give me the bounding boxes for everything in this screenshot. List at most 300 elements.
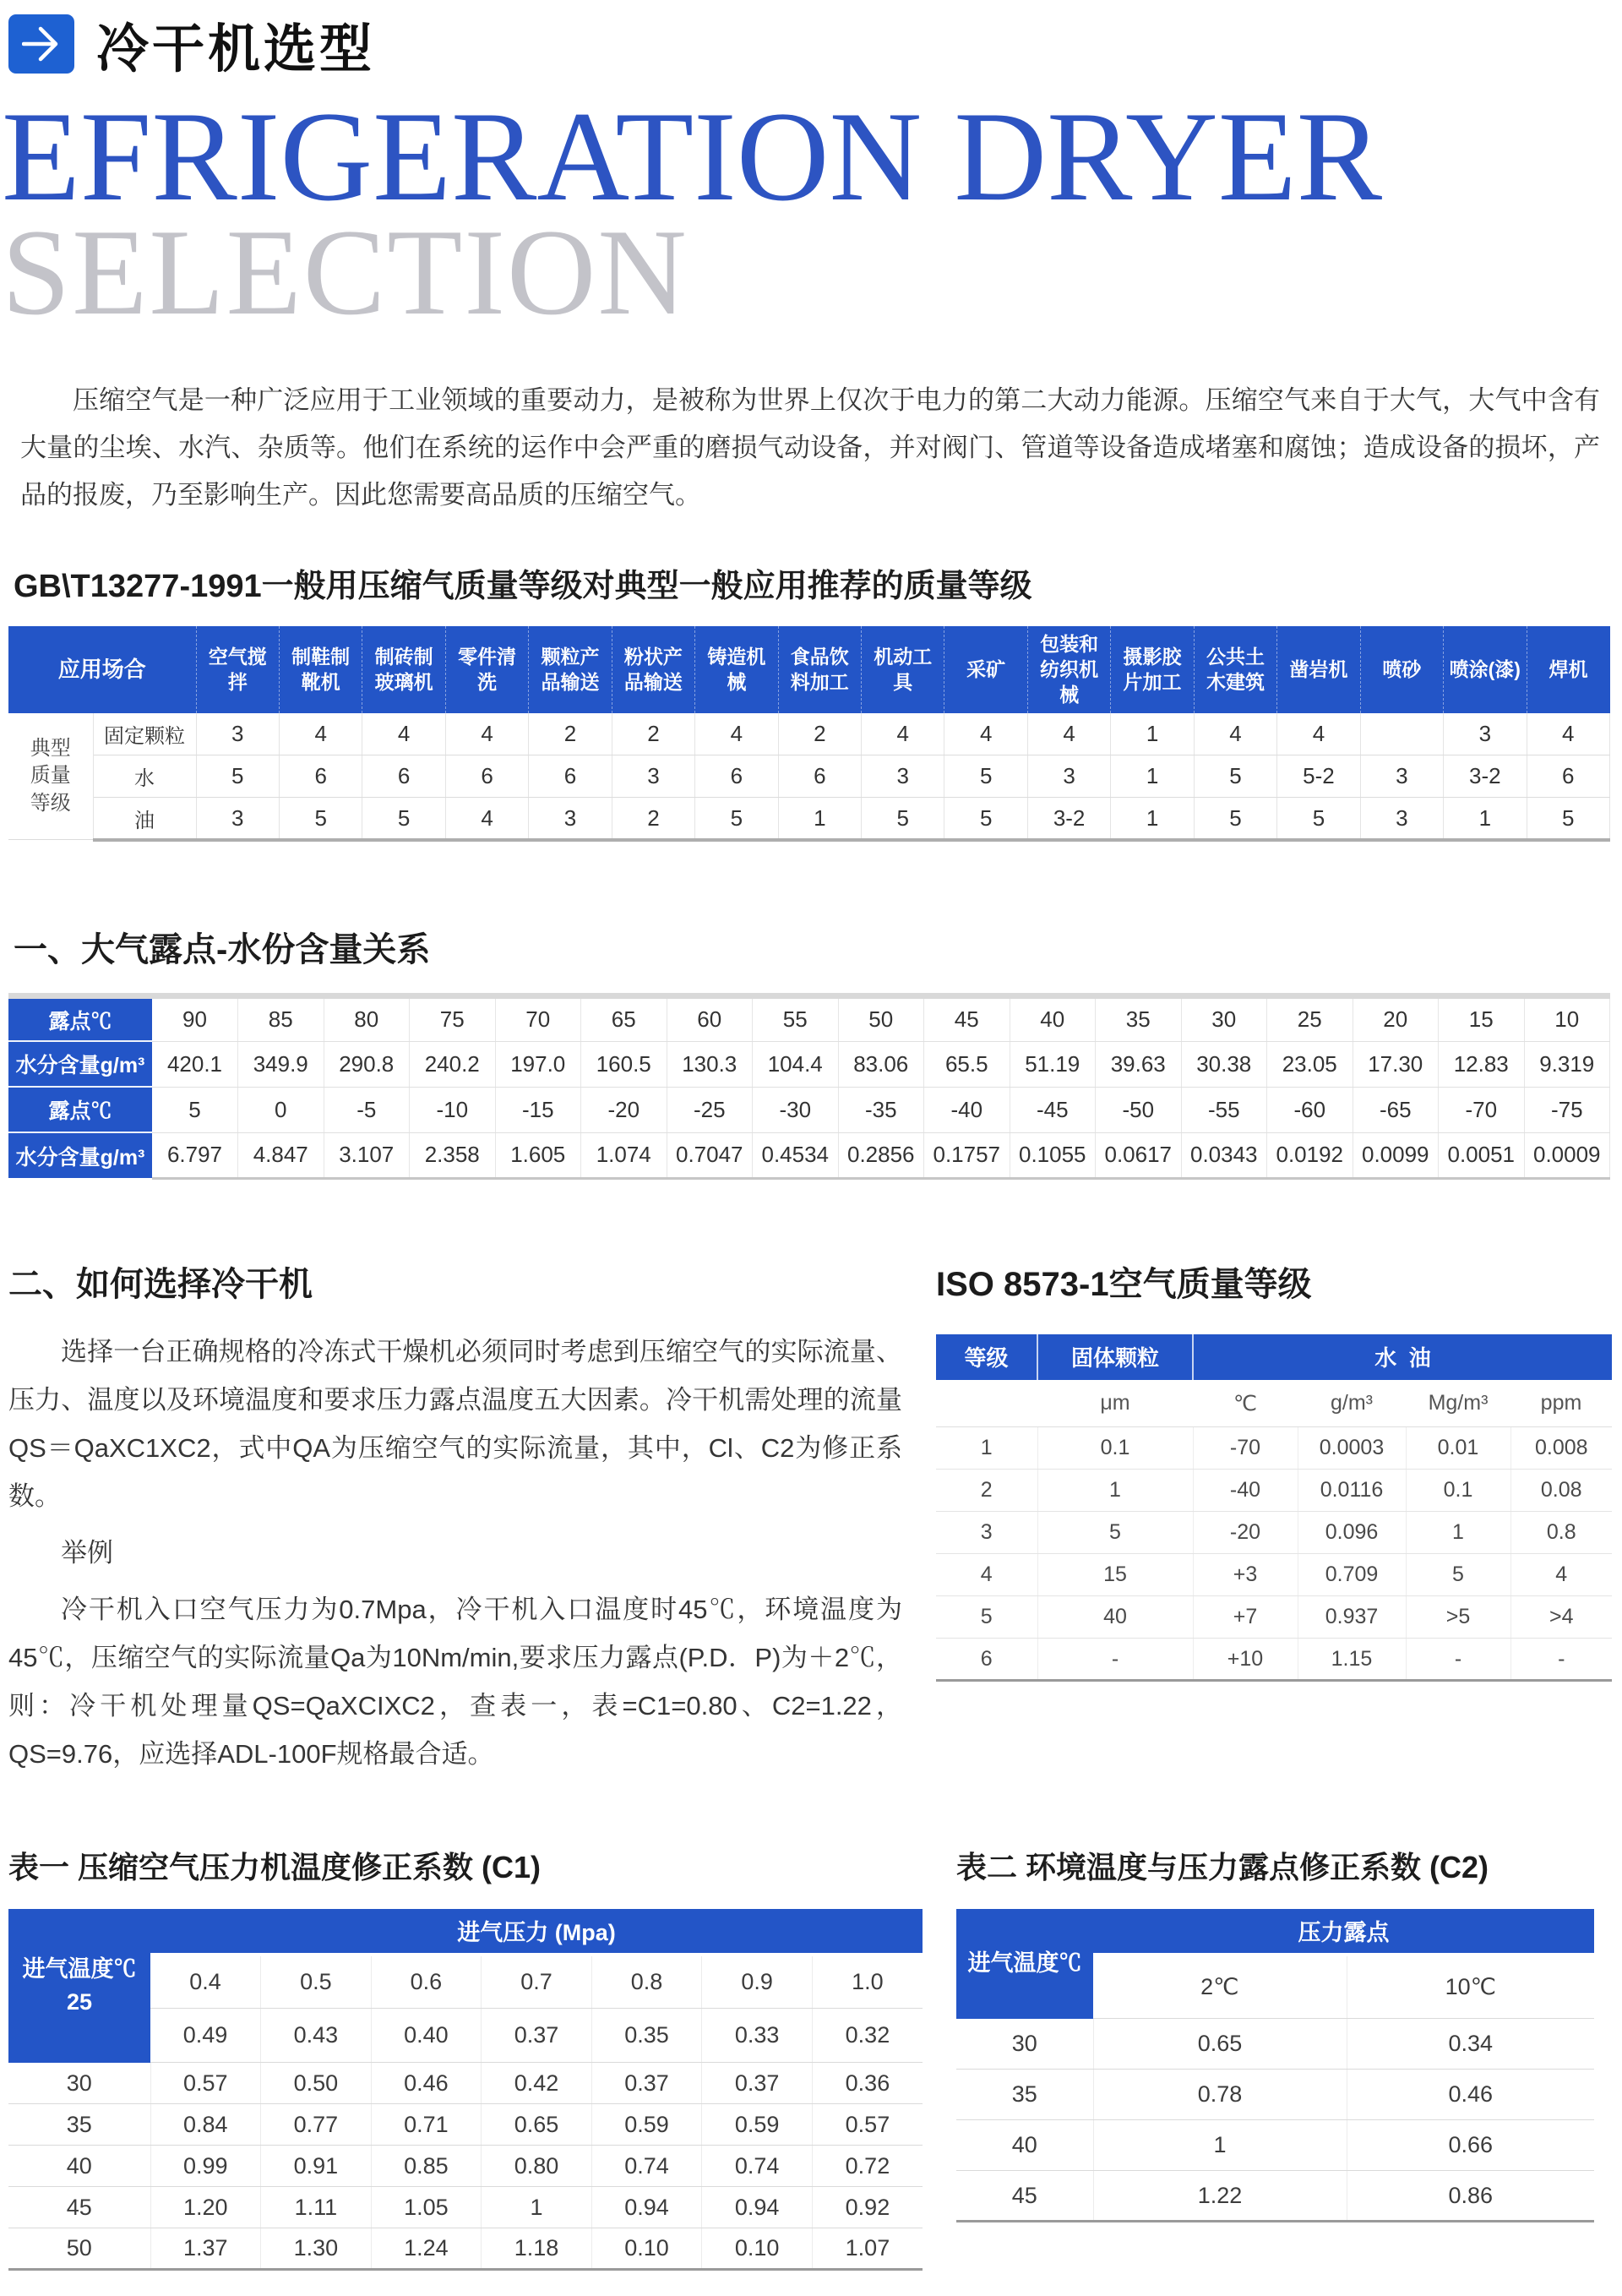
- gb-column-header: 机动工具: [862, 626, 944, 713]
- gb-value-cell: 3: [196, 713, 279, 755]
- gb-data-row: [8, 755, 1610, 798]
- section1-title: 一、大气露点-水份含量关系: [14, 930, 431, 968]
- gb-value-cell: 2: [778, 713, 861, 755]
- iso-value-cell: 5: [1406, 1554, 1510, 1596]
- dew-value-cell: 23.05: [1267, 1041, 1353, 1087]
- dew-value-cell: 50: [838, 995, 924, 1041]
- gb-value-cell: 4: [362, 713, 445, 755]
- c1-value-cell: 0.43: [261, 2009, 372, 2063]
- gb-data-row: [8, 713, 1610, 755]
- dew-value-cell: 104.4: [753, 1041, 839, 1087]
- gb-corner-header: 应用场合: [8, 626, 196, 713]
- dew-value-cell: 15: [1439, 995, 1525, 1041]
- iso-value-cell: 2: [936, 1470, 1037, 1512]
- iso-units-row: [936, 1380, 1612, 1427]
- iso-value-cell: -: [1406, 1639, 1510, 1681]
- gb-value-cell: 2: [612, 713, 694, 755]
- c1-value-cell: 1: [482, 2187, 592, 2228]
- gb-value-cell: 5: [1194, 798, 1276, 840]
- iso-value-cell: >4: [1510, 1596, 1612, 1639]
- dew-value-cell: 1.605: [495, 1132, 581, 1178]
- gb-column-header: 粉状产品输送: [612, 626, 694, 713]
- c1-value-cell: 1.18: [482, 2228, 592, 2270]
- dew-row-label: 水分含量g/m³: [8, 1132, 152, 1178]
- iso-unit-cell: ℃: [1193, 1380, 1298, 1427]
- c1-row-label: 40: [8, 2146, 150, 2187]
- dew-value-cell: -5: [324, 1087, 410, 1132]
- gb-data-row: [8, 798, 1610, 840]
- c1-value-cell: 0.36: [812, 2063, 923, 2104]
- gb-value-cell: 6: [1527, 755, 1609, 798]
- c1-value-cell: 0.94: [702, 2187, 813, 2228]
- c1-value-cell: 0.57: [150, 2063, 261, 2104]
- iso-value-cell: 0.0116: [1298, 1470, 1406, 1512]
- dew-value-cell: 10: [1524, 995, 1610, 1041]
- gb-value-cell: 1: [1111, 713, 1194, 755]
- iso-value-cell: -70: [1193, 1427, 1298, 1470]
- iso-header-solid: 固体颗粒: [1037, 1334, 1193, 1380]
- iso-data-row: [936, 1470, 1612, 1512]
- iso-value-cell: -20: [1193, 1512, 1298, 1554]
- dew-row-label: 水分含量g/m³: [8, 1041, 152, 1087]
- iso-header-grade: 等级: [936, 1334, 1037, 1380]
- c1-value-cell: 0.85: [371, 2146, 482, 2187]
- iso-value-cell: 0.1: [1406, 1470, 1510, 1512]
- gb-column-header: 颗粒产品输送: [529, 626, 612, 713]
- dew-value-cell: 0.0051: [1439, 1132, 1525, 1178]
- dew-value-cell: 4.847: [238, 1132, 324, 1178]
- c1-band-row: [8, 1909, 923, 1955]
- gb-value-cell: 3: [529, 798, 612, 840]
- c1-pressure-cell: 0.4: [150, 1955, 261, 2009]
- gb-value-cell: [1360, 713, 1443, 755]
- gb-value-cell: 3: [196, 798, 279, 840]
- c1-correction-table: [8, 1909, 923, 2271]
- c1-data-row: [8, 2063, 923, 2104]
- c1-pressure-cell: 0.5: [261, 1955, 372, 2009]
- gb-value-cell: 5: [1527, 798, 1609, 840]
- gb-column-header: 零件清洗: [445, 626, 528, 713]
- dew-value-cell: -70: [1439, 1087, 1525, 1132]
- gb-value-cell: 5: [695, 798, 778, 840]
- iso-value-cell: 0.1: [1037, 1427, 1193, 1470]
- dew-value-cell: 30.38: [1181, 1041, 1267, 1087]
- c1-value-cell: 0.92: [812, 2187, 923, 2228]
- gb-header-row: [8, 626, 1610, 713]
- c2-row-label: 35: [956, 2070, 1093, 2120]
- dew-value-cell: -65: [1353, 1087, 1439, 1132]
- dew-data-row: [8, 995, 1610, 1041]
- dew-value-cell: 0.7047: [667, 1132, 753, 1178]
- iso-value-cell: 5: [1037, 1512, 1193, 1554]
- gb-value-cell: 6: [362, 755, 445, 798]
- c1-band-header: 进气压力 (Mpa): [150, 1909, 923, 1955]
- gb-value-cell: 3-2: [1444, 755, 1527, 798]
- c1-row-label: 50: [8, 2228, 150, 2270]
- gb-column-header: 焊机: [1527, 626, 1609, 713]
- c1-data-row: [8, 2228, 923, 2270]
- section2-example-label: 举例: [61, 1537, 113, 1568]
- c1-value-cell: 0.37: [702, 2063, 813, 2104]
- c2-data-row: [956, 2070, 1594, 2120]
- dew-value-cell: -30: [753, 1087, 839, 1132]
- gb-column-header: 食品饮料加工: [778, 626, 861, 713]
- dew-value-cell: 420.1: [152, 1041, 238, 1087]
- iso-unit-cell: ppm: [1510, 1380, 1612, 1427]
- c1-value-cell: 0.74: [591, 2146, 702, 2187]
- iso-value-cell: 0.709: [1298, 1554, 1406, 1596]
- dew-value-cell: -60: [1267, 1087, 1353, 1132]
- page-title: 冷干机选型: [96, 19, 376, 79]
- dew-value-cell: -40: [924, 1087, 1010, 1132]
- c2-row-label: 45: [956, 2171, 1093, 2222]
- iso-header-water-oil: 水 油: [1193, 1334, 1612, 1380]
- gb-column-header: 摄影胶片加工: [1111, 626, 1194, 713]
- iso-unit-cell: g/m³: [1298, 1380, 1406, 1427]
- dew-value-cell: 9.319: [1524, 1041, 1610, 1087]
- dew-value-cell: 0.0617: [1096, 1132, 1182, 1178]
- iso-data-row: [936, 1427, 1612, 1470]
- gb-column-header: 凿岩机: [1277, 626, 1360, 713]
- gb-value-cell: 3: [862, 755, 944, 798]
- dew-value-cell: 1.074: [581, 1132, 667, 1178]
- iso-value-cell: +3: [1193, 1554, 1298, 1596]
- gb-value-cell: 5: [1194, 755, 1276, 798]
- dew-value-cell: 160.5: [581, 1041, 667, 1087]
- c2-value-cell: 0.78: [1093, 2070, 1347, 2120]
- dew-value-cell: 70: [495, 995, 581, 1041]
- dew-value-cell: 25: [1267, 995, 1353, 1041]
- iso-section: [936, 1257, 1612, 1778]
- iso-data-row: [936, 1596, 1612, 1639]
- gb-value-cell: 6: [279, 755, 362, 798]
- section2-title: 二、如何选择冷干机: [8, 1265, 313, 1303]
- iso-value-cell: 3: [936, 1512, 1037, 1554]
- dew-value-cell: 65: [581, 995, 667, 1041]
- dew-data-row: [8, 1087, 1610, 1132]
- iso-value-cell: 1: [936, 1427, 1037, 1470]
- dew-value-cell: 0: [238, 1087, 324, 1132]
- dew-value-cell: 290.8: [324, 1041, 410, 1087]
- gb-value-cell: 3-2: [1027, 798, 1110, 840]
- gb-value-cell: 6: [778, 755, 861, 798]
- c2-value-cell: 0.34: [1347, 2019, 1594, 2070]
- c1-value-cell: 0.57: [812, 2104, 923, 2146]
- c1-value-cell: 0.50: [261, 2063, 372, 2104]
- dewpoint-moisture-table: [8, 993, 1610, 1180]
- gb-value-cell: 5: [944, 755, 1027, 798]
- gb-value-cell: 5-2: [1277, 755, 1360, 798]
- gb-column-header: 采矿: [944, 626, 1027, 713]
- iso-value-cell: -40: [1193, 1470, 1298, 1512]
- gb-value-cell: 6: [445, 755, 528, 798]
- gb-value-cell: 1: [778, 798, 861, 840]
- dew-value-cell: 197.0: [495, 1041, 581, 1087]
- c1-value-cell: 1.11: [261, 2187, 372, 2228]
- c1-value-cell: 0.10: [591, 2228, 702, 2270]
- c1-value-cell: 0.46: [371, 2063, 482, 2104]
- dew-value-cell: 0.0009: [1524, 1132, 1610, 1178]
- iso-value-cell: 4: [1510, 1554, 1612, 1596]
- iso-value-cell: 0.01: [1406, 1427, 1510, 1470]
- iso-value-cell: 40: [1037, 1596, 1193, 1639]
- gb-value-cell: 4: [1194, 713, 1276, 755]
- dew-value-cell: 130.3: [667, 1041, 753, 1087]
- gb-column-header: 铸造机械: [695, 626, 778, 713]
- gb-value-cell: 5: [1277, 798, 1360, 840]
- dew-value-cell: -35: [838, 1087, 924, 1132]
- gb-value-cell: 4: [944, 713, 1027, 755]
- iso-value-cell: 15: [1037, 1554, 1193, 1596]
- c1-value-cell: 0.80: [482, 2146, 592, 2187]
- dew-value-cell: 39.63: [1096, 1041, 1182, 1087]
- hero-title-en: EFRIGERATION DRYER: [2, 85, 1383, 227]
- c1-corner-cell: [8, 1909, 150, 2063]
- bottom-two-column-zone: [8, 1844, 1612, 2271]
- iso-value-cell: 1: [1037, 1470, 1193, 1512]
- c1-value-cell: 0.77: [261, 2104, 372, 2146]
- c1-value-cell: 0.32: [812, 2009, 923, 2063]
- gb-row-label: 固定颗粒: [93, 713, 196, 755]
- iso-value-cell: 0.096: [1298, 1512, 1406, 1554]
- dew-value-cell: 349.9: [238, 1041, 324, 1087]
- dew-value-cell: 51.19: [1010, 1041, 1096, 1087]
- c2-value-cell: 1: [1093, 2120, 1347, 2171]
- gb-value-cell: 5: [862, 798, 944, 840]
- dew-value-cell: 240.2: [410, 1041, 496, 1087]
- section2-example-text: 冷干机入口空气压力为0.7Mpa，冷干机入口温度时45℃，环境温度为45℃，压缩空气的实际流量Qa为10Nm/min,要求压力露点(P.D．P)为＋2℃，则：冷干机处理量QS=QaXCIXC2，查表一，表=C1=0.80、C2=1.22，QS=9.76，应选择ADL-100F规格最合适。: [8, 1594, 902, 1769]
- gb-value-cell: 3: [1360, 755, 1443, 798]
- c1-data-row: [8, 2187, 923, 2228]
- gb-value-cell: 4: [862, 713, 944, 755]
- c1-row-label: 45: [8, 2187, 150, 2228]
- iso-value-cell: +7: [1193, 1596, 1298, 1639]
- c1-value-cell: 1.37: [150, 2228, 261, 2270]
- dew-value-cell: 90: [152, 995, 238, 1041]
- gb-value-cell: 4: [445, 798, 528, 840]
- dew-value-cell: -10: [410, 1087, 496, 1132]
- c1-value-cell: 0.49: [150, 2009, 261, 2063]
- iso-value-cell: 1.15: [1298, 1639, 1406, 1681]
- dew-value-cell: 55: [753, 995, 839, 1041]
- dew-data-row: [8, 1132, 1610, 1178]
- middle-two-column-zone: [8, 1257, 1612, 1778]
- gb-row-group-label: 典型质量等级: [8, 713, 93, 840]
- dew-value-cell: 6.797: [152, 1132, 238, 1178]
- dew-value-cell: 40: [1010, 995, 1096, 1041]
- c1-value-cell: 0.33: [702, 2009, 813, 2063]
- c1-pressure-cell: 0.9: [702, 1955, 813, 2009]
- c1-value-cell: 1.30: [261, 2228, 372, 2270]
- c1-value-cell: 0.84: [150, 2104, 261, 2146]
- dew-value-cell: 0.0192: [1267, 1132, 1353, 1178]
- c1-value-cell: 0.59: [702, 2104, 813, 2146]
- c1-value-cell: 0.40: [371, 2009, 482, 2063]
- c1-row-label: 30: [8, 2063, 150, 2104]
- gb-column-header: 公共土木建筑: [1194, 626, 1276, 713]
- gb-value-cell: 4: [695, 713, 778, 755]
- hero-block: [2, 85, 1612, 341]
- dew-value-cell: 3.107: [324, 1132, 410, 1178]
- iso-value-cell: 0.008: [1510, 1427, 1612, 1470]
- dew-value-cell: -50: [1096, 1087, 1182, 1132]
- gb-value-cell: 5: [196, 755, 279, 798]
- dew-value-cell: -45: [1010, 1087, 1096, 1132]
- section2-paragraph-1: 选择一台正确规格的冷冻式干燥机必须同时考虑到压缩空气的实际流量、压力、温度以及环境温度和要求压力露点温度五大因素。冷干机需处理的流量QS＝QaXC1XC2，式中QA为压缩空气的实际流量，其中，Cl、C2为修正系数。: [8, 1336, 902, 1511]
- c2-corner-cell: 进气温度℃: [956, 1909, 1093, 2019]
- c2-value-cell: 0.66: [1347, 2120, 1594, 2171]
- iso-value-cell: -: [1037, 1639, 1193, 1681]
- c1-data-row: [8, 2104, 923, 2146]
- dew-value-cell: 0.1757: [924, 1132, 1010, 1178]
- iso-value-cell: >5: [1406, 1596, 1510, 1639]
- dew-value-cell: 35: [1096, 995, 1182, 1041]
- gb-value-cell: 5: [279, 798, 362, 840]
- dew-value-cell: 0.2856: [838, 1132, 924, 1178]
- dew-value-cell: -20: [581, 1087, 667, 1132]
- c2-band-row: [956, 1909, 1594, 1955]
- c1-value-cell: 0.99: [150, 2146, 261, 2187]
- dew-value-cell: 0.4534: [753, 1132, 839, 1178]
- dew-value-cell: 45: [924, 995, 1010, 1041]
- c2-section: [956, 1844, 1612, 2271]
- c1-value-cell: 0.65: [482, 2104, 592, 2146]
- c2-dewpoint-cell: 10℃: [1347, 1955, 1594, 2019]
- dew-value-cell: -25: [667, 1087, 753, 1132]
- gb-value-cell: 4: [1527, 713, 1609, 755]
- c2-table-title: 表二 环境温度与压力露点修正系数 (C2): [956, 1849, 1489, 1884]
- iso-data-row: [936, 1512, 1612, 1554]
- c1-value-cell: 0.10: [702, 2228, 813, 2270]
- dew-value-cell: 60: [667, 995, 753, 1041]
- c2-row-label: 30: [956, 2019, 1093, 2070]
- iso-data-row: [936, 1639, 1612, 1681]
- gb-column-header: 空气搅拌: [196, 626, 279, 713]
- iso-data-row: [936, 1554, 1612, 1596]
- dew-value-cell: 85: [238, 995, 324, 1041]
- c2-data-row: [956, 2019, 1594, 2070]
- gb-quality-table: [8, 626, 1610, 842]
- dew-row-label: 露点℃: [8, 995, 152, 1041]
- gb-value-cell: 2: [529, 713, 612, 755]
- gb-value-cell: 3: [1360, 798, 1443, 840]
- doc-header: [8, 8, 1612, 79]
- c2-band-header: 压力露点: [1093, 1909, 1594, 1955]
- c2-value-cell: 1.22: [1093, 2171, 1347, 2222]
- dew-value-cell: 2.358: [410, 1132, 496, 1178]
- gb-value-cell: 5: [362, 798, 445, 840]
- gb-value-cell: 4: [279, 713, 362, 755]
- iso-value-cell: 0.937: [1298, 1596, 1406, 1639]
- gb-row-label: 油: [93, 798, 196, 840]
- c1-corner-line1: 进气温度℃: [22, 1955, 137, 1982]
- iso-value-cell: 4: [936, 1554, 1037, 1596]
- dew-value-cell: -55: [1181, 1087, 1267, 1132]
- c1-value-cell: 0.37: [482, 2009, 592, 2063]
- dew-value-cell: 0.0343: [1181, 1132, 1267, 1178]
- gb-value-cell: 3: [1027, 755, 1110, 798]
- dew-value-cell: -15: [495, 1087, 581, 1132]
- dew-value-cell: 12.83: [1439, 1041, 1525, 1087]
- c1-value-cell: 0.37: [591, 2063, 702, 2104]
- hero-subtitle-en: SELECTION: [2, 204, 689, 341]
- dew-value-cell: 17.30: [1353, 1041, 1439, 1087]
- gb-value-cell: 4: [445, 713, 528, 755]
- gb-column-header: 喷涂(漆): [1444, 626, 1527, 713]
- iso-value-cell: +10: [1193, 1639, 1298, 1681]
- iso-value-cell: -: [1510, 1639, 1612, 1681]
- gb-column-header: 包装和纺织机械: [1027, 626, 1110, 713]
- c1-pressure-cell: 0.6: [371, 1955, 482, 2009]
- dew-data-row: [8, 1041, 1610, 1087]
- c1-pressure-cell: 0.7: [482, 1955, 592, 2009]
- iso-unit-cell: μm: [1037, 1380, 1193, 1427]
- iso-header-row: [936, 1334, 1612, 1380]
- how-to-select-section: [8, 1257, 936, 1778]
- dew-value-cell: 5: [152, 1087, 238, 1132]
- dew-value-cell: 75: [410, 995, 496, 1041]
- dew-value-cell: -75: [1524, 1087, 1610, 1132]
- c2-row-label: 40: [956, 2120, 1093, 2171]
- gb-value-cell: 4: [1277, 713, 1360, 755]
- dew-value-cell: 0.1055: [1010, 1132, 1096, 1178]
- right-arrow-icon: [8, 14, 74, 74]
- iso-unit-cell: [936, 1380, 1037, 1427]
- c1-value-cell: 0.94: [591, 2187, 702, 2228]
- dew-value-cell: 0.0099: [1353, 1132, 1439, 1178]
- iso-value-cell: 5: [936, 1596, 1037, 1639]
- c1-value-cell: 0.74: [702, 2146, 813, 2187]
- iso-value-cell: 0.8: [1510, 1512, 1612, 1554]
- iso-table-title: ISO 8573-1空气质量等级: [936, 1265, 1312, 1303]
- gb-value-cell: 5: [944, 798, 1027, 840]
- c1-value-cell: 1.05: [371, 2187, 482, 2228]
- gb-column-header: 制砖制玻璃机: [362, 626, 445, 713]
- dew-value-cell: 65.5: [924, 1041, 1010, 1087]
- c1-value-cell: 0.71: [371, 2104, 482, 2146]
- c1-pressure-cell: 0.8: [591, 1955, 702, 2009]
- c2-data-row: [956, 2171, 1594, 2222]
- c1-value-cell: 0.72: [812, 2146, 923, 2187]
- c2-dewpoint-cell: 2℃: [1093, 1955, 1347, 2019]
- c1-row-label: 35: [8, 2104, 150, 2146]
- gb-column-header: 喷砂: [1360, 626, 1443, 713]
- c1-value-cell: 1.20: [150, 2187, 261, 2228]
- c1-value-cell: 0.42: [482, 2063, 592, 2104]
- gb-row-label: 水: [93, 755, 196, 798]
- iso-air-quality-table: [936, 1334, 1612, 1682]
- c1-value-cell: 1.24: [371, 2228, 482, 2270]
- gb-value-cell: 4: [1027, 713, 1110, 755]
- gb-value-cell: 2: [612, 798, 694, 840]
- c2-value-cell: 0.65: [1093, 2019, 1347, 2070]
- gb-value-cell: 1: [1111, 755, 1194, 798]
- c1-corner-line2: 25: [66, 1988, 93, 2015]
- gb-value-cell: 1: [1444, 798, 1527, 840]
- c1-pressure-cell: 1.0: [812, 1955, 923, 2009]
- gb-value-cell: 6: [529, 755, 612, 798]
- gb-value-cell: 1: [1111, 798, 1194, 840]
- iso-value-cell: 0.0003: [1298, 1427, 1406, 1470]
- c2-value-cell: 0.46: [1347, 2070, 1594, 2120]
- c1-value-cell: 0.91: [261, 2146, 372, 2187]
- gb-column-header: 制鞋制靴机: [279, 626, 362, 713]
- gb-table-title: GB\T13277-1991一般用压缩气质量等级对典型一般应用推荐的质量等级: [14, 568, 1032, 604]
- iso-value-cell: 0.08: [1510, 1470, 1612, 1512]
- iso-unit-cell: Mg/m³: [1406, 1380, 1510, 1427]
- gb-value-cell: 3: [612, 755, 694, 798]
- iso-value-cell: 1: [1406, 1512, 1510, 1554]
